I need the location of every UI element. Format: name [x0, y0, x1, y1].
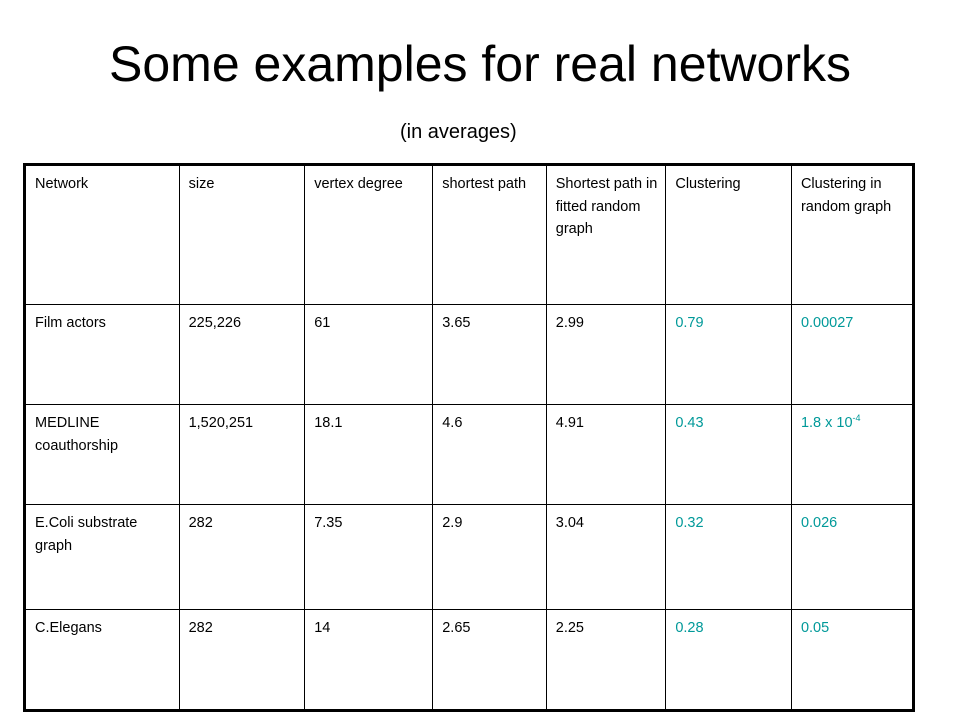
header-network: Network: [25, 165, 180, 305]
cell-vertex-degree: 18.1: [305, 405, 433, 505]
random-clustering-value: 0.026: [800, 515, 838, 531]
cell-random-clustering: [791, 610, 913, 711]
cell-network: MEDLINE coauthorship: [25, 405, 180, 505]
table-row: [25, 305, 914, 405]
cell-clustering: 0.32: [666, 505, 792, 610]
cell-shortest-path: 2.65: [433, 610, 547, 711]
header-fitted-shortest-path: Shortest path in fitted random graph: [546, 165, 666, 305]
cell-size: 1,520,251: [179, 405, 305, 505]
cell-network: C.Elegans: [25, 610, 180, 711]
cell-clustering: 0.79: [666, 305, 792, 405]
random-clustering-value: 1.8 x 10: [800, 415, 853, 431]
cell-shortest-path: 4.6: [433, 405, 547, 505]
cell-fitted-shortest-path: 3.04: [546, 505, 666, 610]
cell-random-clustering: [791, 305, 913, 405]
cell-fitted-shortest-path: 2.99: [546, 305, 666, 405]
header-shortest-path: shortest path: [433, 165, 547, 305]
header-random-clustering: Clustering in random graph: [791, 165, 913, 305]
table-header-row: [25, 165, 914, 305]
cell-fitted-shortest-path: 4.91: [546, 405, 666, 505]
slide-subtitle: (in averages): [400, 121, 517, 143]
random-clustering-value: 0.00027: [800, 315, 854, 331]
cell-size: 225,226: [179, 305, 305, 405]
cell-vertex-degree: 61: [305, 305, 433, 405]
header-vertex-degree: vertex degree: [305, 165, 433, 305]
header-clustering: Clustering: [666, 165, 792, 305]
table-row: [25, 505, 914, 610]
cell-vertex-degree: 14: [305, 610, 433, 711]
cell-shortest-path: 2.9: [433, 505, 547, 610]
cell-shortest-path: 3.65: [433, 305, 547, 405]
cell-random-clustering: [791, 505, 913, 610]
cell-size: 282: [179, 505, 305, 610]
cell-clustering: 0.28: [666, 610, 792, 711]
header-size: size: [179, 165, 305, 305]
random-clustering-exponent: -4: [852, 413, 861, 424]
cell-size: 282: [179, 610, 305, 711]
random-clustering-value: 0.05: [800, 620, 830, 636]
networks-table: [23, 163, 915, 712]
slide-title: Some examples for real networks: [109, 36, 851, 92]
table-row: [25, 610, 914, 711]
cell-clustering: 0.43: [666, 405, 792, 505]
cell-vertex-degree: 7.35: [305, 505, 433, 610]
cell-network: E.Coli substrate graph: [25, 505, 180, 610]
table-row: [25, 405, 914, 505]
cell-random-clustering: [791, 405, 913, 505]
cell-fitted-shortest-path: 2.25: [546, 610, 666, 711]
cell-network: Film actors: [25, 305, 180, 405]
